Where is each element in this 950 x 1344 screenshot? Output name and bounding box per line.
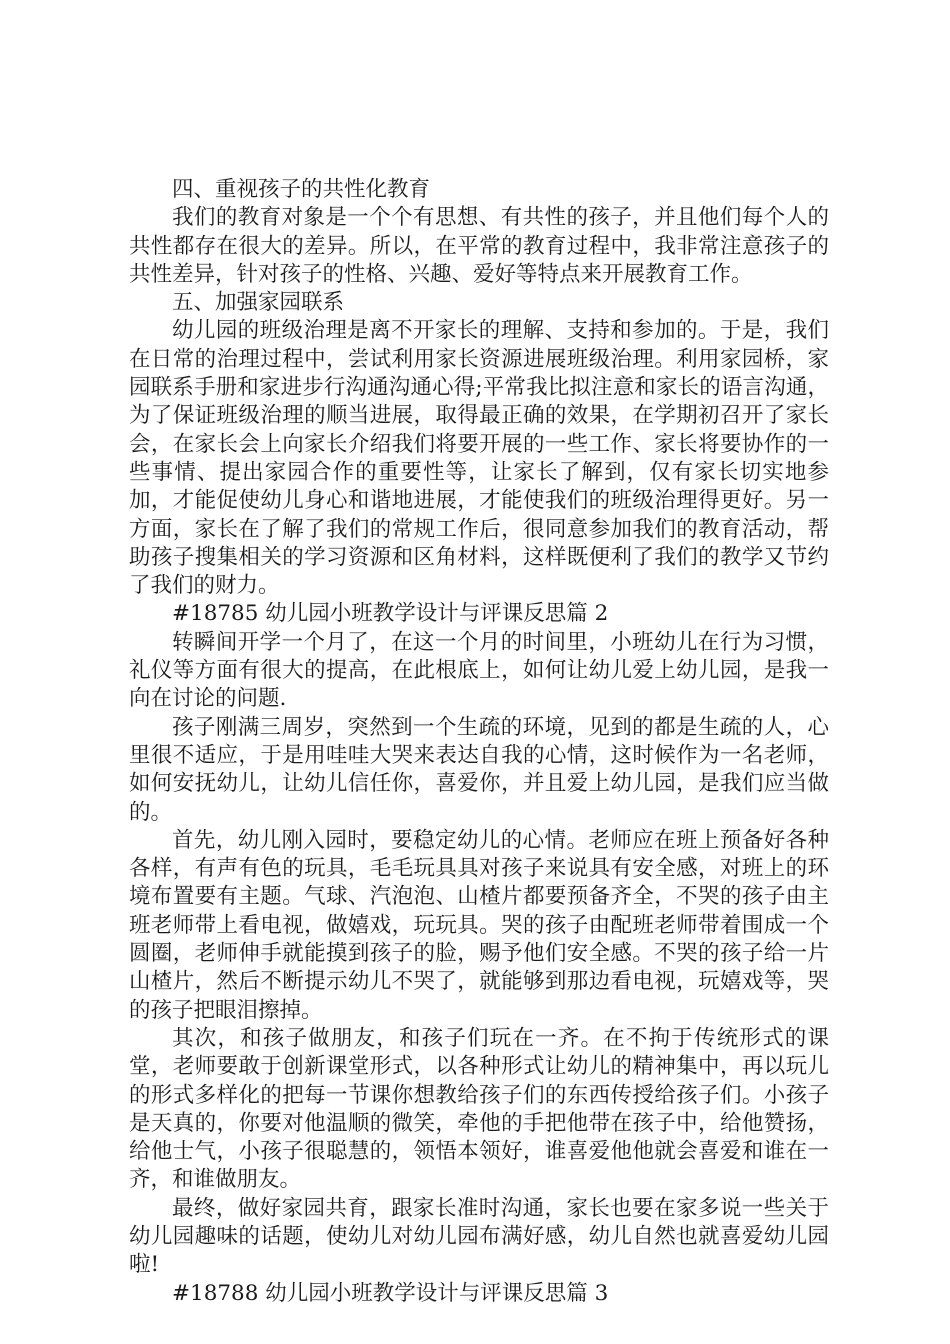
paragraph: 孩子刚满三周岁，突然到一个生疏的环境，见到的都是生疏的人，心里很不适应，于是用哇哇大哭来表达自我的心情，这时候作为一名老师，如何安抚幼儿，让幼儿信任你，喜爱你，并且爱上幼儿园，是我们应当做的。 bbox=[129, 714, 829, 825]
paragraph: 转瞬间开学一个月了，在这一个月的时间里，小班幼儿在行为习惯，礼仪等方面有很大的提高，在此根底上，如何让幼儿爱上幼儿园，是我一向在讨论的问题. bbox=[129, 629, 829, 712]
document-body bbox=[129, 176, 829, 1308]
section-heading: 五、加强家园联系 bbox=[172, 290, 345, 316]
paragraph: 首先，幼儿刚入园时，要稳定幼儿的心情。老师应在班上预备好各种各样，有声有色的玩具，毛毛玩具具对孩子来说具有安全感，对班上的环境布置要有主题。气球、汽泡泡、山楂片都要预备齐全，不哭的孩子由主班老师带上看电视，做嬉戏，玩玩具。哭的孩子由配班老师带着围成一个圆圈，老师伸手就能摸到孩子的脸，赐予他们安全感。不哭的孩子给一片山楂片，然后不断提示幼儿不哭了，就能够到那边看电视，玩嬉戏等，哭的孩子把眼泪擦掉。 bbox=[129, 827, 829, 1023]
article-title: #18788 幼儿园小班教学设计与评课反思篇 3 bbox=[172, 1280, 609, 1306]
article-title: #18785 幼儿园小班教学设计与评课反思篇 2 bbox=[172, 601, 609, 627]
section-heading: 四、重视孩子的共性化教育 bbox=[172, 177, 431, 202]
paragraph: 最终，做好家园共育，跟家长准时沟通，家长也要在家多说一些关于幼儿园趣味的话题，使幼儿对幼儿园布满好感，幼儿自然也就喜爱幼儿园啦! bbox=[129, 1195, 829, 1278]
paragraph: 我们的教育对象是一个个有思想、有共性的孩子，并且他们每个人的共性都存在很大的差异。所以，在平常的教育过程中，我非常注意孩子的共性差异，针对孩子的性格、兴趣、爱好等特点来开展教育工作。 bbox=[129, 205, 829, 287]
paragraph: 其次，和孩子做朋友，和孩子们玩在一齐。在不拘于传统形式的课堂，老师要敢于创新课堂形式，以各种形式让幼儿的精神集中，再以玩儿的形式多样化的把每一节课你想教给孩子们的东西传授给孩子们。小孩子是天真的，你要对他温顺的微笑，牵他的手把他带在孩子中，给他赞扬，给他士气，小孩子很聪慧的，领悟本领好，谁喜爱他他就会喜爱和谁在一齐，和谁做朋友。 bbox=[129, 1025, 829, 1193]
paragraph: 幼儿园的班级治理是离不开家长的理解、支持和参加的。于是，我们在日常的治理过程中，尝试利用家长资源进展班级治理。利用家园桥，家园联系手册和家进步行沟通沟通心得;平常我比拟注意和家长的语言沟通，为了保证班级治理的顺当进展，取得最正确的效果，在学期初召开了家长会，在家长会上向家长介绍我们将要开展的一些工作、家长将要协作的一些事情、提出家园合作的重要性等，让家长了解到，仅有家长切实地参加，才能促使幼儿身心和谐地进展，才能使我们的班级治理得更好。另一方面，家长在了解了我们的常规工作后，很同意参加我们的教育活动，帮助孩子搜集相关的学习资源和区角材料，这样既便利了我们的教学又节约了我们的财力。 bbox=[129, 318, 829, 599]
